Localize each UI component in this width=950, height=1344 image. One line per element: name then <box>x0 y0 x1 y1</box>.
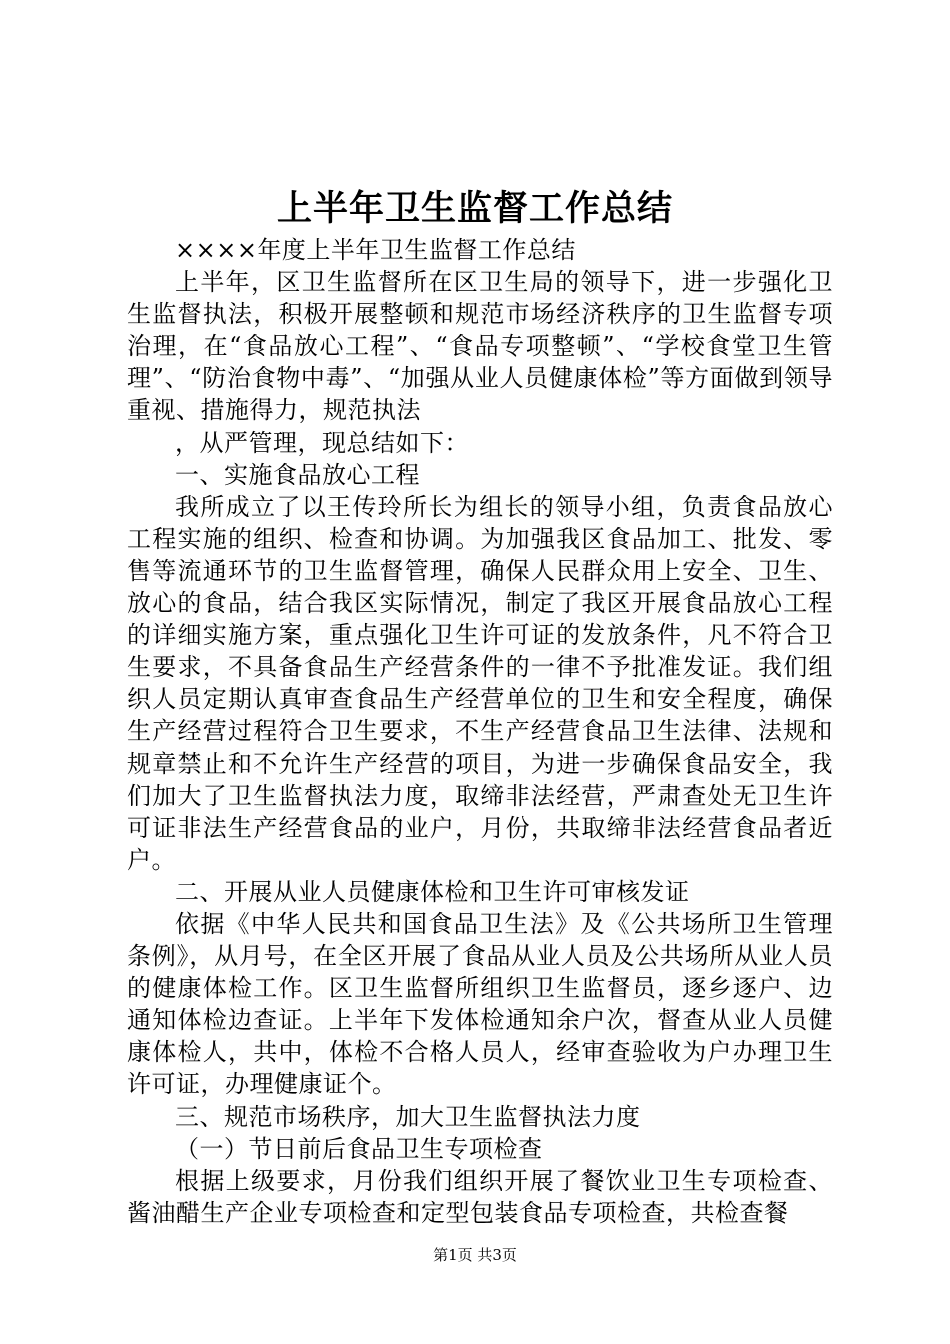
paragraph-section-1: 我所成立了以王传玲所长为组长的领导小组，负责食品放心工程实施的组织、检查和协调。为加强我区食品加工、批发、零售等流通环节的卫生监督管理，确保人民群众用上安全、卫生、放心的食品，结合我区实际情况，制定了我区开展食品放心工程的详细实施方案，重点强化卫生许可证的发放条件，凡不符合卫生要求，不具备食品生产经营条件的一律不予批准发证。我们组织人员定期认真审查食品生产经营单位的卫生和安全程度，确保生产经营过程符合卫生要求，不生产经营食品卫生法律、法规和规章禁止和不允许生产经营的项目，为进一步确保食品安全，我们加大了卫生监督执法力度，取缔非法经营，严肃查处无卫生许可证非法生产经营食品的业户，月份，共取缔非法经营食品者近户。 <box>127 492 833 874</box>
paragraph-intro-continued: ，从严管理，现总结如下： <box>175 428 469 457</box>
paragraph-intro: 上半年，区卫生监督所在区卫生局的领导下，进一步强化卫生监督执法，积极开展整顿和规范市场经济秩序的卫生监督专项治理，在“食品放心工程”、“食品专项整顿”、“学校食堂卫生管理”、“防治食物中毒”、“加强从业人员健康体检”等方面做到领导重视、措施得力，规范执法 <box>127 268 833 425</box>
paragraph-subtitle: ××××年度上半年卫生监督工作总结 <box>175 236 576 264</box>
page-footer: 第1页 共3页 <box>433 1246 517 1264</box>
document-body <box>127 234 833 1229</box>
paragraph-section-2: 依据《中华人民共和国食品卫生法》及《公共场所卫生管理条例》，从月号，在全区开展了食品从业人员及公共场所从业人员的健康体检工作。区卫生监督所组织卫生监督员，逐乡逐户、边通知体检边查证。上半年下发体检通知余户次，督查从业人员健康体检人，共中，体检不合格人员人，经审查验收为户办理卫生许可证，办理健康证个。 <box>127 909 833 1099</box>
section-heading-1: 一、实施食品放心工程 <box>175 460 420 489</box>
section-heading-3: 三、规范市场秩序，加大卫生监督执法力度 <box>175 1102 641 1131</box>
subsection-heading-3-1: （一）节日前后食品卫生专项检查 <box>175 1134 543 1163</box>
section-heading-2: 二、开展从业人员健康体检和卫生许可审核发证 <box>175 877 690 906</box>
paragraph-section-3-1: 根据上级要求，月份我们组织开展了餐饮业卫生专项检查、酱油醋生产企业专项检查和定型包装食品专项检查，共检查餐 <box>127 1166 833 1227</box>
page-title: 上半年卫生监督工作总结 <box>276 188 673 229</box>
